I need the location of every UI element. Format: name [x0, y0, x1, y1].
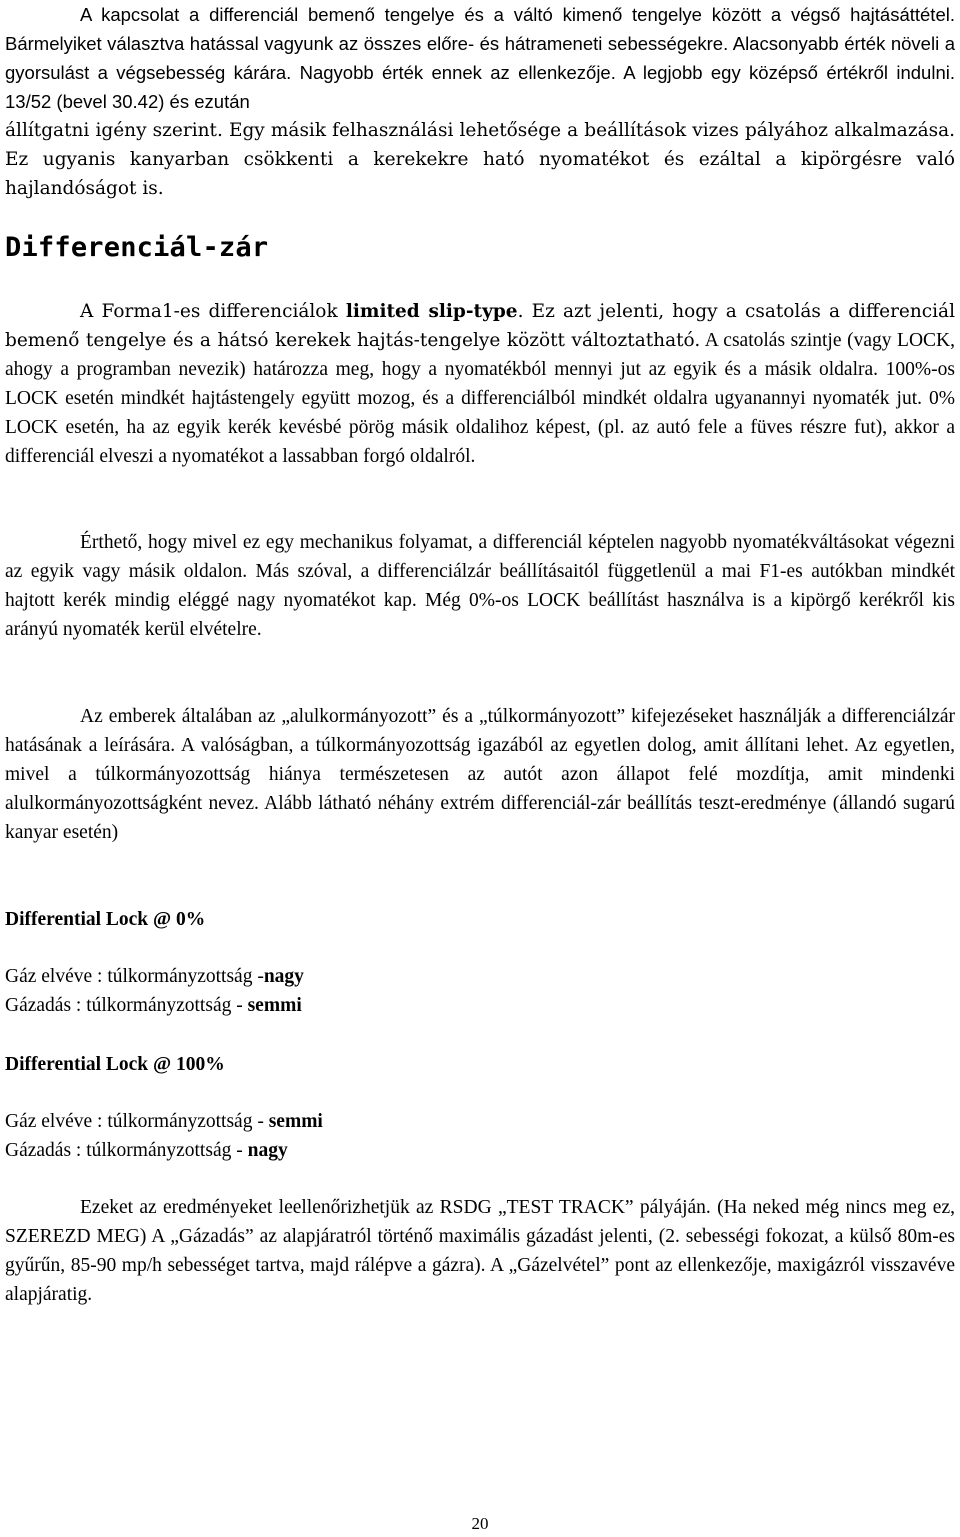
lock100-row2: Gázadás : túlkormányzottság - nagy	[5, 1140, 288, 1161]
para1-rest: A csatolás szintje (vagy LOCK, ahogy a programban nevezik) határozza meg, hogy a nyomatékból mennyi jut az egyik és a másik oldalra. 100%-os LOCK esetén mindkét hajtástengely együtt mozog, és a differenciálból mindkét oldalra ugyanannyi nyomaték jut. 0% LOCK esetén, ha az egyik kerék kevésbé pörög másik oldalihoz képest, (pl. az autó fele a füves részre fut), akkor a differenciál elveszi a nyomatékot a lassabban forgó oldalról.	[5, 330, 955, 467]
para1-start: A Forma1-es differenciálok	[80, 301, 346, 322]
para1-bold: limited slip-type	[345, 301, 518, 322]
lock100-row1: Gáz elvéve : túlkormányzottság - semmi	[5, 1111, 323, 1132]
intro-paragraph	[5, 0, 955, 203]
intro-text-mono: állítgatni igény szerint. Egy másik felhasználási lehetősége a beállítások vizes pályához alkalmazása. Ez ugyanis kanyarban csökkenti a kerekekre ható nyomatékot és ezáltal a kipörgésre való hajlandóságot is.	[5, 120, 955, 199]
lock0-row2: Gázadás : túlkormányzottság - semmi	[5, 995, 302, 1016]
lock0-title: Differential Lock @ 0%	[5, 909, 206, 930]
para1-mid: . Ez azt jelenti, hogy a csatolás a differenciál bemenő tengelye és a hátsó kerekek hajtás-tengelye között változtatható.	[5, 301, 956, 351]
page-number: 20	[471, 1514, 489, 1533]
intro-text-sans: A kapcsolat a differenciál bemenő tengelye és a váltó kimenő tengelye között a végső hajtásáttétel. Bármelyiket választva hatással vagyunk az összes előre- és hátrameneti sebességekre. Alacsonyabb érték növeli a gyorsulást a végsebesség kárára. Nagyobb érték ennek az ellenkezője. A legjobb egy középső értékről indulni. 13/52 (bevel 30.42) és ezután	[5, 4, 955, 112]
section-heading: Differenciál-zár	[5, 232, 269, 263]
understeer-paragraph: Az emberek általában az „alulkormányozott” és a „túlkormányozott” kifejezéseket használják a differenciálzár hatásának a leírására. A valóságban, a túlkormányozottság igazából az egyetlen dolog, amit állítani lehet. Az egyetlen, mivel a túlkormányozottság hiánya természetesen az autót azon állapot felé mozdítja, amit mindenki alulkormányozottságként nevez. Alább látható néhány extrém differenciál-zár beállítás teszt-eredménye (állandó sugarú kanyar esetén)	[5, 706, 955, 843]
test-track-paragraph: Ezeket az eredményeket leellenőrizhetjük az RSDG „TEST TRACK” pályáján. (Ha neked még nincs meg ez, SZEREZD MEG) A „Gázadás” az alapjáratról történő maximális gázadást jelenti, (2. sebességi fokozat, a külső 80m-es gyűrűn, 85-90 mp/h sebességet tartva, majd rálépve a gázra). A „Gázelvétel” pont az ellenkezője, maxigázról visszavéve alapjáratig.	[5, 1197, 955, 1305]
lock0-row1: Gáz elvéve : túlkormányzottság -nagy	[5, 966, 304, 987]
mechanical-paragraph: Érthető, hogy mivel ez egy mechanikus folyamat, a differenciál képtelen nagyobb nyomatékváltásokat végezni az egyik vagy másik oldalon. Más szóval, a differenciálzár beállításaitól függetlenül a mai F1-es autókban mindkét hajtott kerék mindig eléggé nagy nyomatékot kap. Még 0%-os LOCK beállítást használva is a kipörgő kerékről kis arányú nyomaték kerül elvételre.	[5, 532, 955, 640]
limited-slip-paragraph	[5, 297, 955, 471]
lock100-title: Differential Lock @ 100%	[5, 1054, 225, 1075]
